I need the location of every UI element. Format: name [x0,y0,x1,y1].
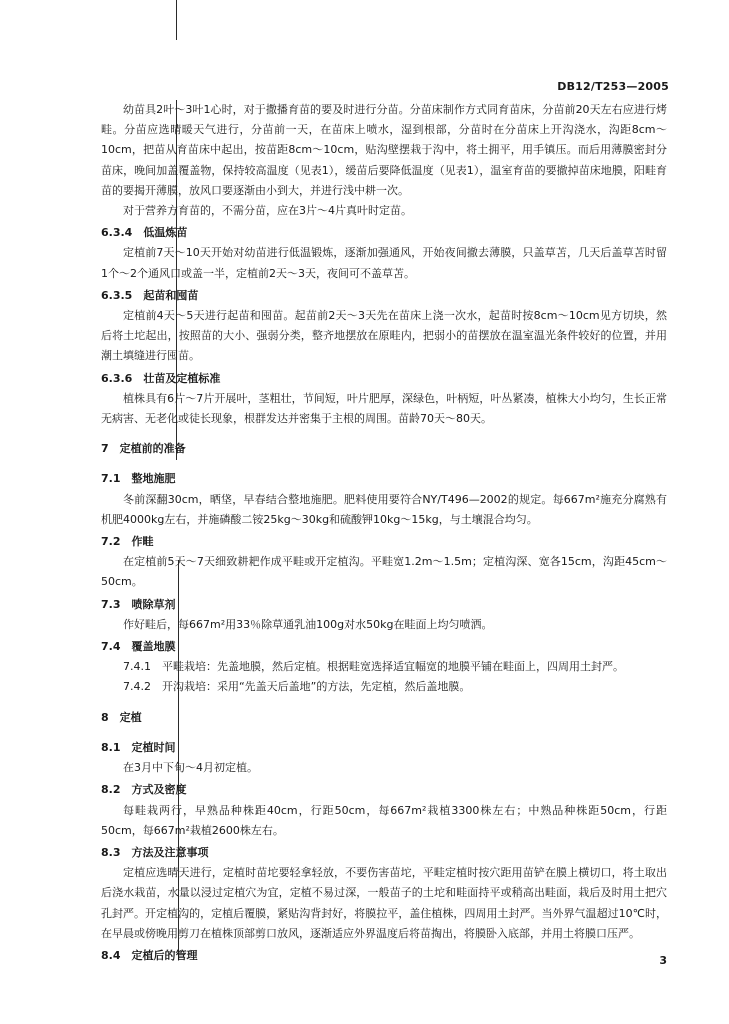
section-heading: 8 定植 [101,710,142,724]
scan-artifact-line [176,0,177,40]
section-heading: 6.3.4 低温炼苗 [101,226,188,240]
clause-item: 7.4.2 开沟栽培：采用“先盖天后盖地”的方法，先定植，然后盖地膜。 [123,680,471,694]
document-code: DB12/T253—2005 [557,80,669,93]
section-heading: 7.4 覆盖地膜 [101,640,176,654]
section-heading: 6.3.5 起苗和囤苗 [101,288,199,302]
paragraph: 定植前4天～5天进行起苗和囤苗。起苗前2天～3天先在苗床上浇一次水，起苗时按8cm～10cm见方切块，然后将土坨起出，按照苗的大小、强弱分类，整齐地摆放在原畦内，把弱小的苗摆放在温室温光条件较好的位置，并用潮土填缝进行囤苗。 [101,309,667,363]
section-heading: 7.1 整地施肥 [101,472,176,486]
section-heading: 8.2 方式及密度 [101,783,187,797]
document-body [101,100,667,966]
paragraph: 对于营养方育苗的，不需分苗，应在3片～4片真叶时定苗。 [123,204,412,218]
page-number: 3 [659,954,667,967]
section-heading: 7 定植前的准备 [101,442,186,456]
paragraph: 作好畦后，每667m²用33％除草通乳油100g对水50kg在畦面上均匀喷洒。 [123,617,493,631]
paragraph: 在定植前5天～7天细致耕耙作成平畦或开定植沟。平畦宽1.2m～1.5m；定植沟深、宽各15cm，沟距45cm～50cm。 [101,555,667,589]
paragraph: 幼苗具2叶～3叶1心时，对于撒播育苗的要及时进行分苗。分苗床制作方式同育苗床，分苗前20天左右应进行烤畦。分苗应选晴暖天气进行，分苗前一天，在苗床上喷水，湿到根部，分苗时在分苗床上开沟浇水，沟距8cm～10cm，把苗从育苗床中起出，按苗距8cm～10cm，贴沟壁摆栽于沟中，将土拥平，用手镇压。而后用薄膜密封分苗床，晚间加盖覆盖物，保持较高温度（见表1），缓苗后要降低温度（见表1），温室育苗的要撤掉苗床地膜，阳畦育苗的要揭开薄膜，放风口要逐渐由小到大，并进行浅中耕一次。 [101,103,667,197]
section-heading: 7.3 喷除草剂 [101,597,176,611]
section-heading: 7.2 作畦 [101,535,154,549]
paragraph: 冬前深翻30cm，晒垡，早春结合整地施肥。肥料使用要符合NY/T496—2002的规定。每667m²施充分腐熟有机肥4000kg左右，并施磷酸二铵25kg～30kg和硫酸钾10kg～15kg，与土壤混合均匀。 [101,492,667,526]
section-heading: 6.3.6 壮苗及定植标准 [101,371,221,385]
clause-item: 7.4.1 平畦栽培：先盖地膜，然后定植。根据畦宽选择适宜幅宽的地膜平铺在畦面上，四周用土封严。 [123,660,624,674]
paragraph: 植株具有6片～7片开展叶，茎粗壮，节间短，叶片肥厚，深绿色，叶柄短，叶丛紧凑，植株大小均匀，生长正常无病害、无老化或徒长现象，根群发达并密集于主根的周围。苗龄70天～80天。 [101,391,667,426]
section-heading: 8.4 定植后的管理 [101,948,198,962]
paragraph: 每畦栽两行，早熟品种株距40cm，行距50cm，每667m²栽植3300株左右；中熟品种株距50cm，行距50cm，每667m²栽植2600株左右。 [101,803,667,837]
section-heading: 8.3 方法及注意事项 [101,845,209,859]
paragraph: 在3月中下旬～4月初定植。 [123,761,258,775]
paragraph: 定植前7天～10天开始对幼苗进行低温锻炼，逐渐加强通风，开始夜间撤去薄膜，只盖草苫，几天后盖草苫时留1个～2个通风口或盖一半，定植前2天～3天，夜间可不盖草苫。 [101,246,667,280]
paragraph: 定植应选晴天进行，定植时苗坨要轻拿轻放，不要伤害苗坨，平畦定植时按穴距用苗铲在膜上横切口，将土取出后浇水栽苗，水量以浸过定植穴为宜，定植不易过深，一般苗子的土坨和畦面持平或稍高出畦面，栽后及时用土把穴孔封严。开定植沟的，定植后覆膜，紧贴沟背封好，将膜拉平，盖住植株，四周用土封严。当外界气温超过10℃时，在早晨或傍晚用剪刀在植株顶部剪口放风，逐渐适应外界温度后将苗掏出，将膜卧入底部，并用土将膜口压严。 [101,866,667,940]
section-heading: 8.1 定植时间 [101,740,176,754]
